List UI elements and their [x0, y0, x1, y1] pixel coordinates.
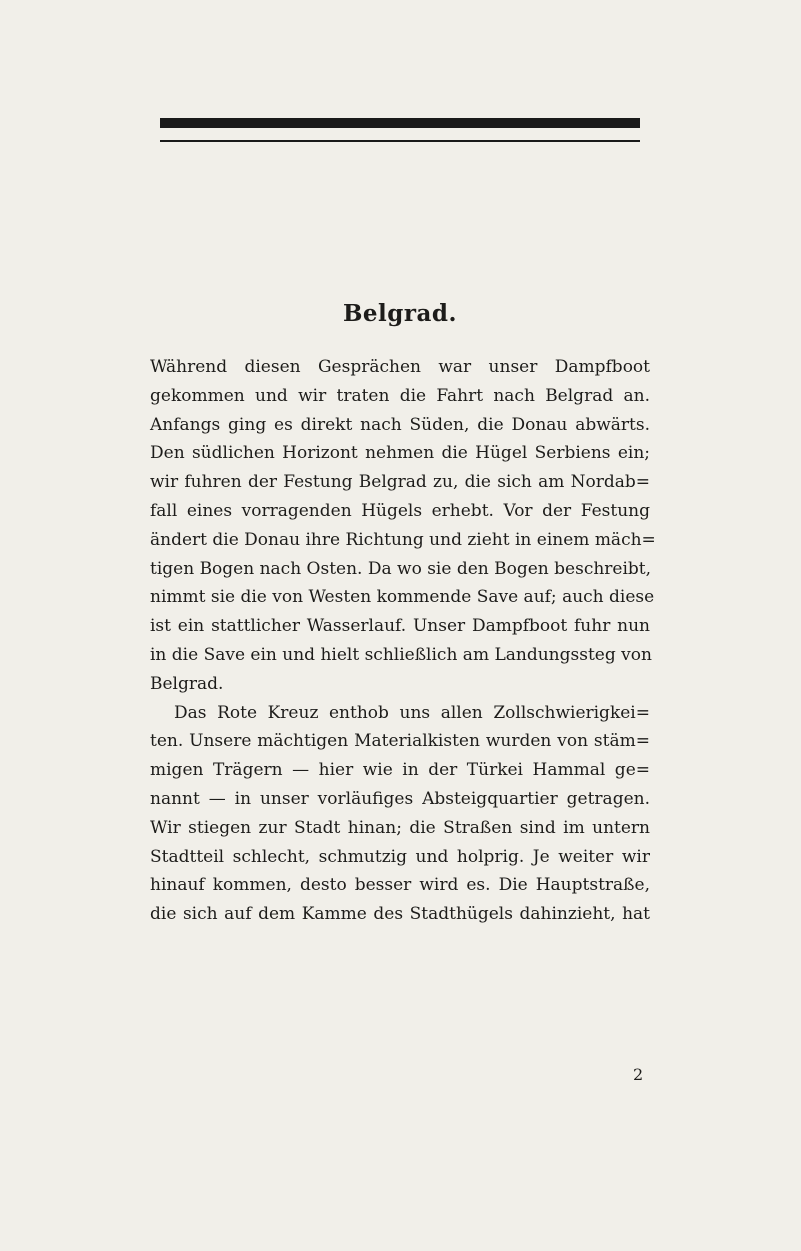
text-line: ist ein stattlicher Wasserlauf. Unser Dampfboot fuhr nun	[150, 616, 650, 637]
page-number: 2	[633, 1065, 644, 1084]
text-line: Wir stiegen zur Stadt hinan; die Straßen sind im untern	[150, 817, 650, 838]
text-line: gekommen und wir traten die Fahrt nach Belgrad an.	[150, 385, 650, 406]
text-line: nimmt sie die von Westen kommende Save auf; auch diese	[150, 587, 655, 608]
text-line: Den südlichen Horizont nehmen die Hügel Serbiens ein;	[150, 443, 650, 464]
text-line: ten. Unsere mächtigen Materialkisten wurden von stäm=	[150, 731, 650, 752]
text-line: tigen Bogen nach Osten. Da wo sie den Bogen beschreibt,	[150, 558, 652, 579]
text-line: hinauf kommen, desto besser wird es. Die Hauptstraße,	[150, 875, 650, 896]
text-line: ändert die Donau ihre Richtung und zieht in einem mäch=	[150, 529, 656, 550]
text-line: wir fuhren der Festung Belgrad zu, die sich am Nordab=	[150, 472, 650, 493]
text-line: nannt — in unser vorläufiges Absteigquartier getragen.	[150, 788, 650, 809]
text-line: Während diesen Gesprächen war unser Dampfboot	[150, 357, 650, 377]
text-line: migen Trägern — hier wie in der Türkei Hammal ge=	[150, 760, 650, 781]
text-line: Anfangs ging es direkt nach Süden, die Donau abwärts.	[150, 414, 650, 435]
chapter-title: Belgrad.	[342, 300, 457, 327]
text-line: die sich auf dem Kamme des Stadthügels dahinzieht, hat	[150, 904, 650, 925]
header-rule-thin	[160, 140, 640, 142]
text-line: Belgrad.	[150, 673, 224, 694]
header-rule-thick	[160, 118, 640, 128]
text-line: fall eines vorragenden Hügels erhebt. Vor der Festung	[150, 500, 650, 521]
paragraph-2	[150, 699, 650, 929]
page-body	[150, 300, 656, 929]
text-line: Das Rote Kreuz enthob uns allen Zollschwierigkei=	[174, 702, 650, 723]
paragraph-1	[150, 353, 656, 699]
text-line: in die Save ein und hielt schließlich am Landungssteg von	[150, 644, 652, 665]
text-line: Stadtteil schlecht, schmutzig und holprig. Je weiter wir	[150, 846, 650, 867]
